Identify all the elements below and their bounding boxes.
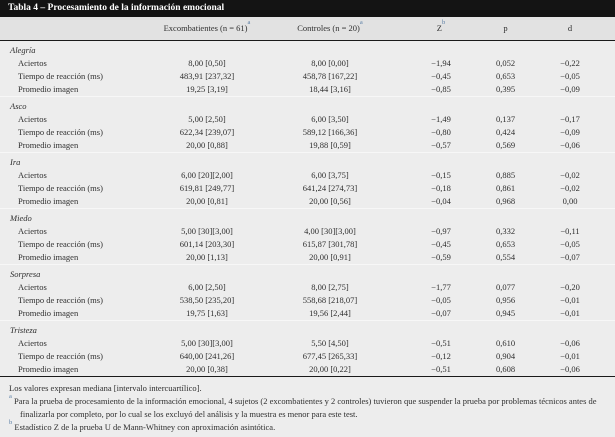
measure-label: Tiempo de reacción (ms) bbox=[18, 183, 103, 193]
measure-label: Aciertos bbox=[18, 58, 47, 68]
cell-excombatientes: 601,14 [203,30] bbox=[179, 239, 235, 249]
cell-z: −0,85 bbox=[431, 84, 451, 94]
cell-excombatientes: 619,81 [249,77] bbox=[179, 183, 235, 193]
cell-p: 0,945 bbox=[495, 308, 516, 318]
cell-d: −0,17 bbox=[560, 114, 580, 124]
cell-p: 0,885 bbox=[495, 170, 516, 180]
cell-excombatientes: 622,34 [239,07] bbox=[179, 127, 235, 137]
cell-excombatientes: 19,75 [1,63] bbox=[186, 308, 228, 318]
cell-controles: 20,00 [0,91] bbox=[309, 252, 351, 262]
footnote-b-text: Estadístico Z de la prueba U de Mann-Whitney con aproximación asintótica. bbox=[14, 422, 276, 432]
column-header-excombatientes-label: Excombatientes (n = 61) bbox=[163, 23, 248, 33]
measure-label: Tiempo de reacción (ms) bbox=[18, 127, 103, 137]
measure-label: Aciertos bbox=[18, 170, 47, 180]
cell-excombatientes: 6,00 [20][2,00] bbox=[181, 170, 233, 180]
cell-d: −0,09 bbox=[560, 84, 580, 94]
cell-controles: 8,00 [0,00] bbox=[311, 58, 349, 68]
cell-p: 0,554 bbox=[495, 252, 516, 262]
emotion-label: Miedo bbox=[0, 209, 615, 226]
cell-z: −0,07 bbox=[431, 308, 451, 318]
column-header-row bbox=[0, 17, 615, 41]
footnote-general: Los valores expresan mediana [intervalo intercuartílico]. bbox=[9, 383, 202, 393]
cell-p: 0,332 bbox=[495, 226, 516, 236]
measure-label: Promedio imagen bbox=[18, 84, 79, 94]
measure-label: Aciertos bbox=[18, 114, 47, 124]
cell-excombatientes: 483,91 [237,32] bbox=[179, 71, 235, 81]
measure-row bbox=[0, 182, 615, 195]
cell-excombatientes: 20,00 [0,88] bbox=[186, 140, 228, 150]
cell-d: −0,06 bbox=[560, 364, 580, 374]
footnote-a-marker: a bbox=[9, 393, 12, 401]
column-header-controles-label: Controles (n = 20) bbox=[297, 23, 360, 33]
measure-label: Promedio imagen bbox=[18, 252, 79, 262]
cell-controles: 5,50 [4,50] bbox=[311, 338, 349, 348]
cell-p: 0,395 bbox=[495, 84, 516, 94]
cell-d: −0,20 bbox=[560, 282, 580, 292]
cell-controles: 558,68 [218,07] bbox=[302, 295, 358, 305]
cell-d: −0,05 bbox=[560, 71, 580, 81]
cell-controles: 20,00 [0,56] bbox=[309, 196, 351, 206]
measure-row bbox=[0, 126, 615, 139]
cell-z: −0,59 bbox=[431, 252, 451, 262]
emotion-label: Alegría bbox=[10, 45, 36, 55]
measure-row bbox=[0, 337, 615, 350]
emotion-section-row bbox=[0, 153, 615, 170]
cell-p: 0,052 bbox=[495, 58, 516, 68]
cell-p: 0,904 bbox=[495, 351, 516, 361]
cell-d: −0,01 bbox=[560, 295, 580, 305]
column-header-excombatientes bbox=[148, 17, 266, 41]
cell-excombatientes: 5,00 [30][3,00] bbox=[181, 226, 233, 236]
cell-p: 0,424 bbox=[495, 127, 516, 137]
cell-excombatientes: 6,00 [2,50] bbox=[188, 282, 226, 292]
measure-row bbox=[0, 350, 615, 363]
measure-row bbox=[0, 363, 615, 376]
measure-label: Tiempo de reacción (ms) bbox=[18, 239, 103, 249]
cell-controles: 18,44 [3,16] bbox=[309, 84, 351, 94]
emotion-section-row bbox=[0, 97, 615, 114]
column-header-z-label: Z bbox=[436, 23, 442, 33]
cell-d: −0,07 bbox=[560, 252, 580, 262]
measure-label: Promedio imagen bbox=[18, 364, 79, 374]
emotion-section-row bbox=[0, 41, 615, 58]
cell-z: −0,57 bbox=[431, 140, 451, 150]
cell-z: −0,18 bbox=[431, 183, 451, 193]
cell-controles: 19,56 [2,44] bbox=[309, 308, 351, 318]
footnote-a bbox=[9, 395, 606, 421]
column-header-empty bbox=[0, 17, 148, 41]
cell-excombatientes: 20,00 [0,81] bbox=[186, 196, 228, 206]
cell-z: −1,94 bbox=[431, 58, 451, 68]
footnotes-block bbox=[0, 376, 615, 437]
cell-d: −0,02 bbox=[560, 183, 580, 193]
emotion-section-row bbox=[0, 321, 615, 338]
measure-row bbox=[0, 294, 615, 307]
table-body bbox=[0, 41, 615, 377]
measure-row bbox=[0, 169, 615, 182]
column-header-p: p bbox=[480, 17, 545, 41]
cell-p: 0,861 bbox=[495, 183, 516, 193]
column-header-z bbox=[394, 17, 480, 41]
cell-controles: 6,00 [3,50] bbox=[311, 114, 349, 124]
footnote-b-marker: b bbox=[9, 419, 13, 427]
emotion-label: Ira bbox=[0, 153, 615, 170]
cell-p: 0,956 bbox=[495, 295, 516, 305]
cell-d: 0,00 bbox=[562, 196, 578, 206]
footnote-a-text: Para la prueba de procesamiento de la información emocional, 4 sujetos (2 excombatientes y 2 controles) tuvieron que suspender la prueba por problemas técnicos antes de finalizarla por completo, por lo cual se los excluyó del análisis y la muestra es menor para este test. bbox=[14, 396, 597, 419]
cell-z: −0,51 bbox=[431, 364, 451, 374]
cell-controles: 8,00 [2,75] bbox=[311, 282, 349, 292]
cell-controles: 19,88 [0,59] bbox=[309, 140, 351, 150]
cell-controles: 589,12 [166,36] bbox=[302, 127, 358, 137]
cell-d: −0,05 bbox=[560, 239, 580, 249]
emotion-section-row bbox=[0, 265, 615, 282]
cell-d: −0,01 bbox=[560, 308, 580, 318]
measure-row bbox=[0, 307, 615, 321]
cell-controles: 6,00 [3,75] bbox=[311, 170, 349, 180]
emotion-section-row bbox=[0, 209, 615, 226]
cell-p: 0,653 bbox=[495, 71, 516, 81]
measure-label: Tiempo de reacción (ms) bbox=[18, 351, 103, 361]
cell-controles: 615,87 [301,78] bbox=[302, 239, 358, 249]
cell-excombatientes: 20,00 [0,38] bbox=[186, 364, 228, 374]
cell-p: 0,137 bbox=[495, 114, 516, 124]
footnote-b bbox=[9, 421, 606, 434]
emotion-label: Asco bbox=[0, 97, 615, 114]
measure-label: Promedio imagen bbox=[18, 140, 79, 150]
cell-excombatientes: 19,25 [3,19] bbox=[186, 84, 228, 94]
cell-d: −0,02 bbox=[560, 170, 580, 180]
measure-label: Aciertos bbox=[18, 338, 47, 348]
cell-d: −0,22 bbox=[560, 58, 580, 68]
data-table bbox=[0, 17, 615, 376]
cell-d: −0,06 bbox=[560, 140, 580, 150]
emotion-label: Tristeza bbox=[0, 321, 615, 338]
cell-excombatientes: 8,00 [0,50] bbox=[188, 58, 226, 68]
cell-excombatientes: 5,00 [2,50] bbox=[188, 114, 226, 124]
cell-z: −0,15 bbox=[431, 170, 451, 180]
measure-label: Tiempo de reacción (ms) bbox=[18, 295, 103, 305]
cell-z: −0,97 bbox=[431, 226, 451, 236]
measure-label: Promedio imagen bbox=[18, 308, 79, 318]
footnote-marker-a: a bbox=[359, 19, 363, 27]
measure-row bbox=[0, 113, 615, 126]
cell-d: −0,01 bbox=[560, 351, 580, 361]
table-title: Tabla 4 – Procesamiento de la información emocional bbox=[8, 3, 225, 13]
cell-z: −0,51 bbox=[431, 338, 451, 348]
measure-row bbox=[0, 281, 615, 294]
measure-label: Promedio imagen bbox=[18, 196, 79, 206]
cell-p: 0,608 bbox=[495, 364, 516, 374]
footnote-marker-a: a bbox=[247, 19, 251, 27]
footnote-marker-b: b bbox=[441, 19, 446, 27]
cell-z: −1,77 bbox=[431, 282, 451, 292]
emotion-label: Sorpresa bbox=[0, 265, 615, 282]
cell-z: −0,45 bbox=[431, 71, 451, 81]
cell-excombatientes: 5,00 [30][3,00] bbox=[181, 338, 233, 348]
cell-p: 0,610 bbox=[495, 338, 516, 348]
cell-z: −0,45 bbox=[431, 239, 451, 249]
measure-row bbox=[0, 251, 615, 265]
cell-controles: 20,00 [0,22] bbox=[309, 364, 351, 374]
cell-excombatientes: 640,00 [241,26] bbox=[179, 351, 235, 361]
cell-p: 0,968 bbox=[495, 196, 516, 206]
cell-d: −0,09 bbox=[560, 127, 580, 137]
cell-excombatientes: 538,50 [235,20] bbox=[179, 295, 235, 305]
measure-row bbox=[0, 238, 615, 251]
measure-row bbox=[0, 83, 615, 97]
cell-p: 0,569 bbox=[495, 140, 516, 150]
cell-d: −0,11 bbox=[560, 226, 580, 236]
cell-z: −1,49 bbox=[431, 114, 451, 124]
cell-controles: 4,00 [30][3,00] bbox=[304, 226, 356, 236]
measure-row bbox=[0, 225, 615, 238]
measure-row bbox=[0, 139, 615, 153]
cell-controles: 677,45 [265,33] bbox=[302, 351, 358, 361]
measure-row bbox=[0, 57, 615, 70]
cell-excombatientes: 20,00 [1,13] bbox=[186, 252, 228, 262]
cell-controles: 641,24 [274,73] bbox=[302, 183, 358, 193]
cell-d: −0,06 bbox=[560, 338, 580, 348]
column-header-d: d bbox=[545, 17, 615, 41]
cell-z: −0,04 bbox=[431, 196, 451, 206]
cell-p: 0,653 bbox=[495, 239, 516, 249]
cell-z: −0,12 bbox=[431, 351, 451, 361]
cell-p: 0,077 bbox=[495, 282, 516, 292]
cell-z: −0,05 bbox=[431, 295, 451, 305]
measure-label: Aciertos bbox=[18, 282, 47, 292]
table-title-bar bbox=[0, 0, 615, 17]
column-header-controles bbox=[266, 17, 394, 41]
measure-label: Aciertos bbox=[18, 226, 47, 236]
measure-row bbox=[0, 195, 615, 209]
measure-label: Tiempo de reacción (ms) bbox=[18, 71, 103, 81]
cell-controles: 458,78 [167,22] bbox=[302, 71, 358, 81]
cell-z: −0,80 bbox=[431, 127, 451, 137]
measure-row bbox=[0, 70, 615, 83]
